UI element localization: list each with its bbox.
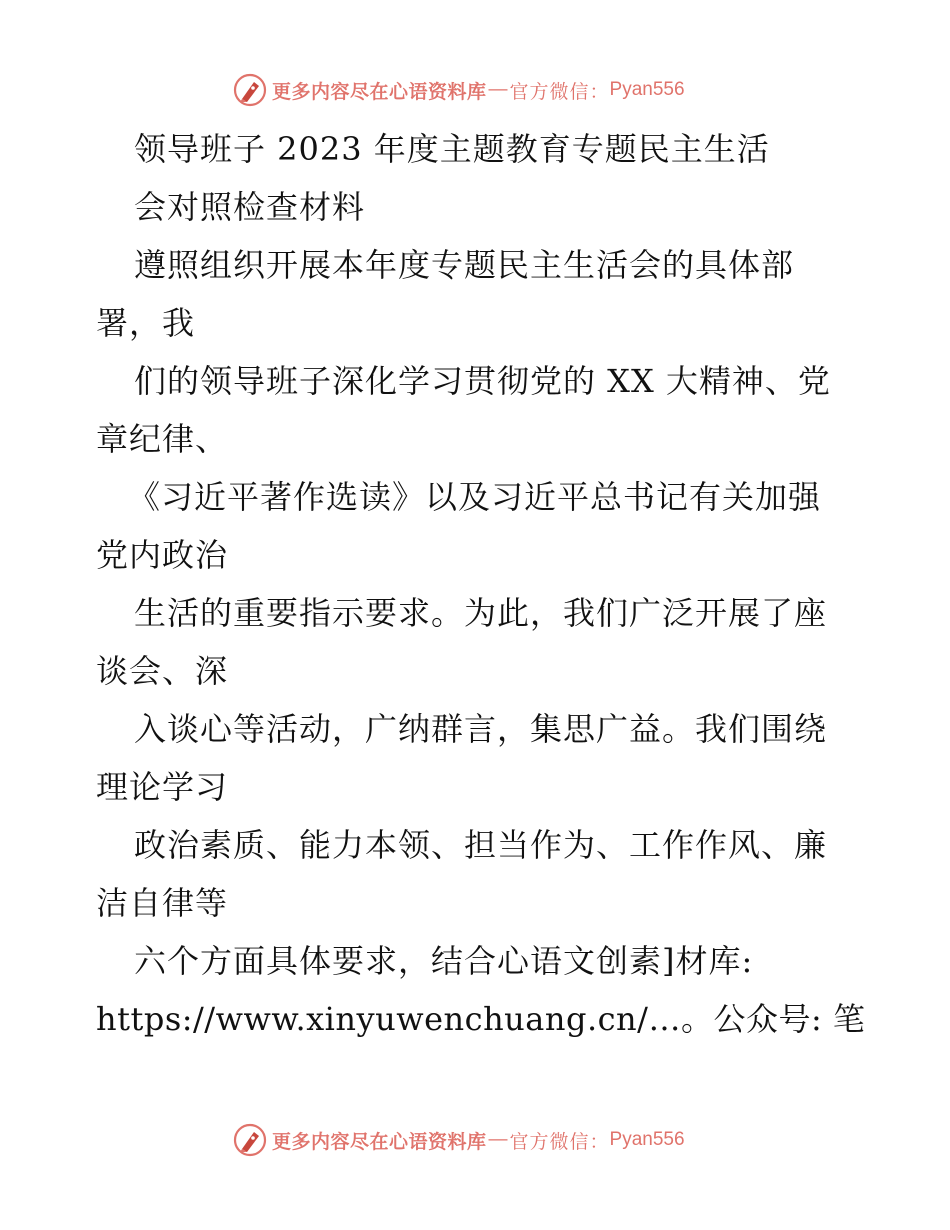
header-watermark	[232, 70, 685, 110]
watermark-wechat-id: Pyan556	[609, 1129, 685, 1150]
footer-watermark	[232, 1120, 685, 1160]
body-line: 入谈心等活动，广纳群言，集思广益。我们围绕	[134, 710, 828, 748]
body-line: 谈会、深	[96, 652, 229, 690]
body-line: 理论学习	[96, 768, 229, 806]
watermark-wechat-label: 官方微信：	[509, 80, 610, 103]
body-line: 遵照组织开展本年度专题民主生活会的具体部	[134, 246, 795, 284]
pen-nib-logo-icon	[232, 1122, 268, 1158]
document-body	[96, 120, 866, 1048]
watermark-wechat-id: Pyan556	[609, 79, 685, 100]
title-line-2: 会对照检查材料	[134, 188, 366, 226]
body-line: 《习近平著作选读》以及习近平总书记有关加强	[128, 478, 822, 516]
body-line: 章纪律、	[96, 420, 229, 458]
watermark-main-text: 更多内容尽在心语资料库	[272, 80, 487, 103]
body-line: 政治素质、能力本领、担当作为、工作作风、廉	[134, 826, 828, 864]
body-line: 署，我	[96, 304, 196, 342]
watermark-wechat-label: 官方微信：	[509, 1130, 610, 1153]
body-line: 六个方面具体要求，结合心语文创素]材库:	[134, 942, 754, 980]
title-line-1: 领导班子 2023 年度主题教育专题民主生活	[134, 130, 770, 168]
watermark-main-text: 更多内容尽在心语资料库	[272, 1130, 487, 1153]
watermark-dash: —	[488, 1129, 508, 1150]
body-line-url: https://www.xinyuwenchuang.cn/…。公众号: 笔	[96, 1000, 866, 1038]
body-line: 们的领导班子深化学习贯彻党的 XX 大精神、党	[134, 362, 831, 400]
body-line: 洁自律等	[96, 884, 229, 922]
watermark-dash: —	[488, 79, 508, 100]
body-line: 党内政治	[96, 536, 229, 574]
pen-nib-logo-icon	[232, 72, 268, 108]
body-line: 生活的重要指示要求。为此，我们广泛开展了座	[134, 594, 828, 632]
